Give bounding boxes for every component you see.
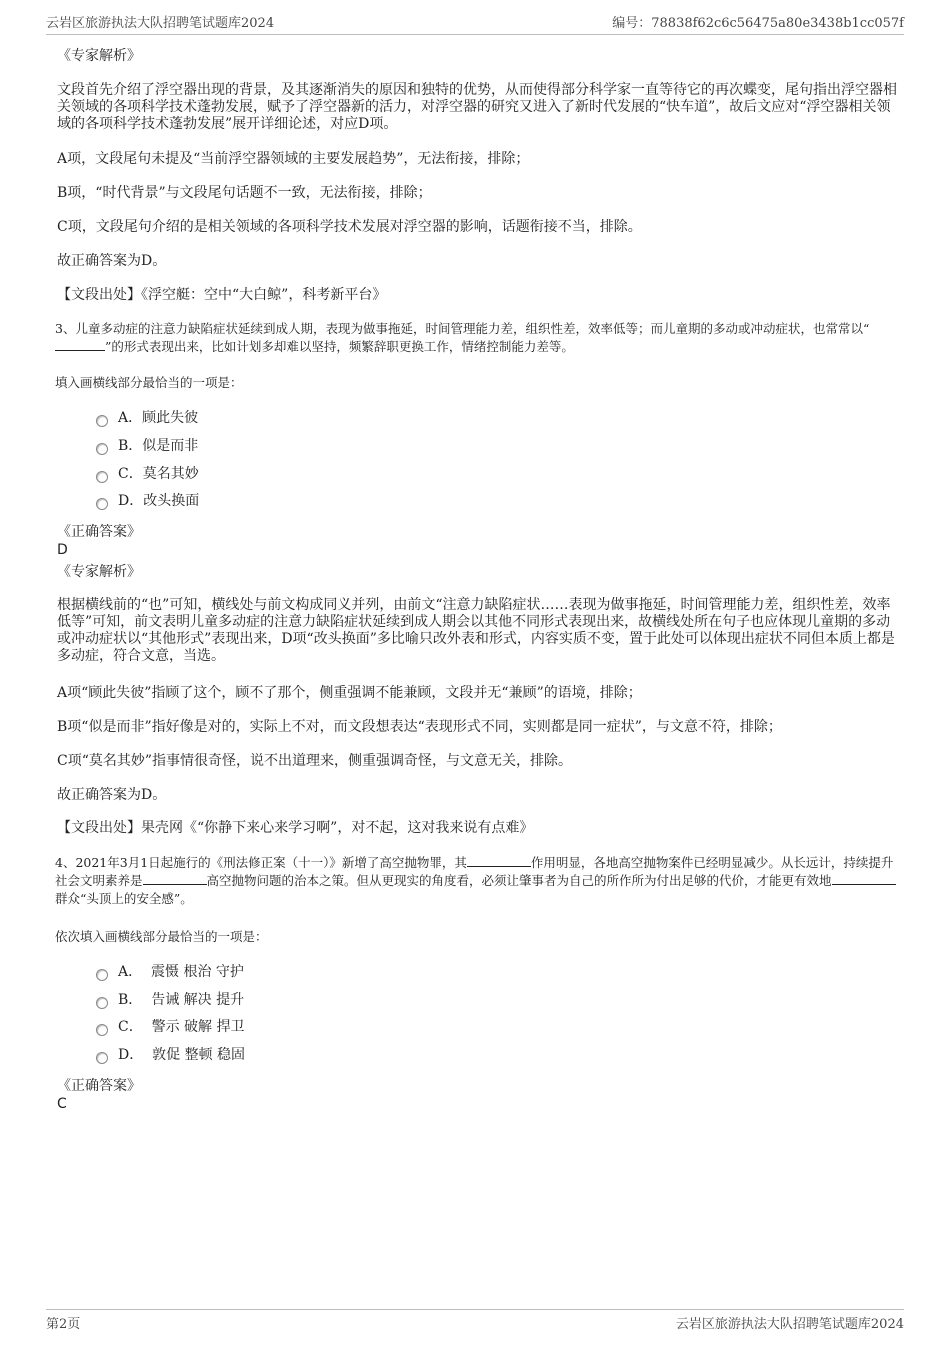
- question-4-option-b[interactable]: B． 告诫 解决 提升: [96, 992, 244, 1009]
- question-4-option-d[interactable]: D． 敦促 整顿 稳固: [96, 1047, 245, 1064]
- blank-line: [467, 854, 531, 867]
- analysis-option-a: A项“顾此失彼”指顾了这个，顾不了那个，侧重强调不能兼顾，文段并无“兼顾”的语境，排除；: [57, 685, 642, 701]
- correct-answer: D: [57, 542, 68, 558]
- radio-icon[interactable]: [96, 1052, 108, 1064]
- footer-title: 云岩区旅游执法大队招聘笔试题库2024: [675, 1317, 904, 1332]
- radio-icon[interactable]: [96, 997, 108, 1009]
- radio-icon[interactable]: [96, 498, 108, 510]
- question-3-option-d[interactable]: D．改头换面: [96, 493, 199, 510]
- analysis-option-a: A项，文段尾句未提及“当前浮空器领域的主要发展趋势”，无法衔接，排除；: [57, 151, 530, 167]
- question-4-option-c[interactable]: C． 警示 破解 捍卫: [96, 1019, 245, 1036]
- question-3-option-a[interactable]: A．顾此失彼: [96, 410, 198, 427]
- analysis-conclusion: 故正确答案为D。: [57, 787, 167, 803]
- question-4-prompt: 依次填入画横线部分最恰当的一项是：: [55, 929, 268, 944]
- radio-icon[interactable]: [96, 1024, 108, 1036]
- question-4-option-a[interactable]: A． 震慑 根治 守护: [96, 964, 244, 981]
- header-doc-id: 编号：78838f62c6c56475a80e3438b1cc057f: [612, 16, 904, 31]
- analysis-option-c: C项“莫名其妙”指事情很奇怪，说不出道理来，侧重强调奇怪，与文意无关，排除。: [57, 753, 573, 769]
- question-3-stem-part1: 3、儿童多动症的注意力缺陷症状延续到成人期，表现为做事拖延，时间管理能力差，组织性差，效率低等；而儿童期的多动或冲动症状，也常常以“: [55, 321, 870, 336]
- question-3-prompt: 填入画横线部分最恰当的一项是：: [55, 375, 243, 390]
- passage-source: 【文段出处】果壳网《“你静下来心来学习啊”，对不起，这对我来说有点难》: [57, 820, 534, 836]
- question-3-option-b[interactable]: B．似是而非: [96, 438, 198, 455]
- radio-icon[interactable]: [96, 415, 108, 427]
- correct-answer: C: [57, 1096, 67, 1112]
- passage-source: 【文段出处】《浮空艇：空中“大白鲸”，科考新平台》: [57, 287, 387, 303]
- answer-title: 《正确答案》: [57, 524, 141, 540]
- page-number: 第2页: [46, 1317, 81, 1332]
- question-3-option-c[interactable]: C．莫名其妙: [96, 466, 199, 483]
- header-title: 云岩区旅游执法大队招聘笔试题库2024: [46, 16, 275, 31]
- blank-line: [832, 872, 896, 885]
- blank-line: [143, 872, 207, 885]
- analysis-option-c: C项，文段尾句介绍的是相关领域的各项科学技术发展对浮空器的影响，话题衔接不当，排除。: [57, 219, 642, 235]
- analysis-title: 《专家解析》: [57, 48, 141, 64]
- analysis-paragraph: 文段首先介绍了浮空器出现的背景，及其逐渐消失的原因和独特的优势，从而使得部分科学家一直等待它的再次蝶变，尾句指出浮空器相关领域的各项科学技术蓬勃发展，赋予了浮空器新的活力，对浮空器的研究又进入了新时代发展的“快车道”，故后文应对“浮空器相关领域的各项科学技术蓬勃发展”展开详细论述，对应D项。: [57, 82, 897, 132]
- analysis-option-b: B项，“时代背景”与文段尾句话题不一致，无法衔接，排除；: [57, 185, 432, 201]
- question-3-stem-part2: ”的形式表现出来，比如计划多却难以坚持，频繁辞职更换工作，情绪控制能力差等。: [105, 339, 574, 354]
- answer-title: 《正确答案》: [57, 1078, 141, 1094]
- analysis-paragraph: 根据横线前的“也”可知，横线处与前文构成同义并列，由前文“注意力缺陷症状……表现为做事拖延，时间管理能力差，组织性差，效率低等”可知，前文表明儿童多动症的注意力缺陷症状延续到成人期会以其他不同形式表现出来，故横线处所在句子也应体现儿童期的多动或冲动症状以“其他形式”表现出来，D项“改头换面”多比喻只改外表和形式，内容实质不变，置于此处可以体现出症状不同但本质上都是多动症，符合文意，当选。: [57, 597, 895, 664]
- radio-icon[interactable]: [96, 969, 108, 981]
- question-4-stem: 4、2021年3月1日起施行的《刑法修正案（十一）》新增了高空抛物罪，其 作用明显，各地高空抛物案件已经明显减少。从长远计，持续提升社会文明素养是 高空抛物问题的治本之策。但从更现实的角度看，必须让肇事者为自己的所作所为付出足够的代价，才能更有效地群众“头顶上的安全感”。: [55, 854, 904, 908]
- blank-line: [55, 338, 105, 351]
- page-header: [46, 12, 904, 35]
- analysis-option-b: B项“似是而非”指好像是对的，实际上不对，而文段想表达“表现形式不同，实则都是同一症状”，与文意不符，排除；: [57, 719, 782, 735]
- page-footer: [46, 1309, 904, 1332]
- radio-icon[interactable]: [96, 471, 108, 483]
- radio-icon[interactable]: [96, 443, 108, 455]
- analysis-conclusion: 故正确答案为D。: [57, 253, 167, 269]
- question-3-stem: [55, 320, 904, 356]
- analysis-title: 《专家解析》: [57, 564, 141, 580]
